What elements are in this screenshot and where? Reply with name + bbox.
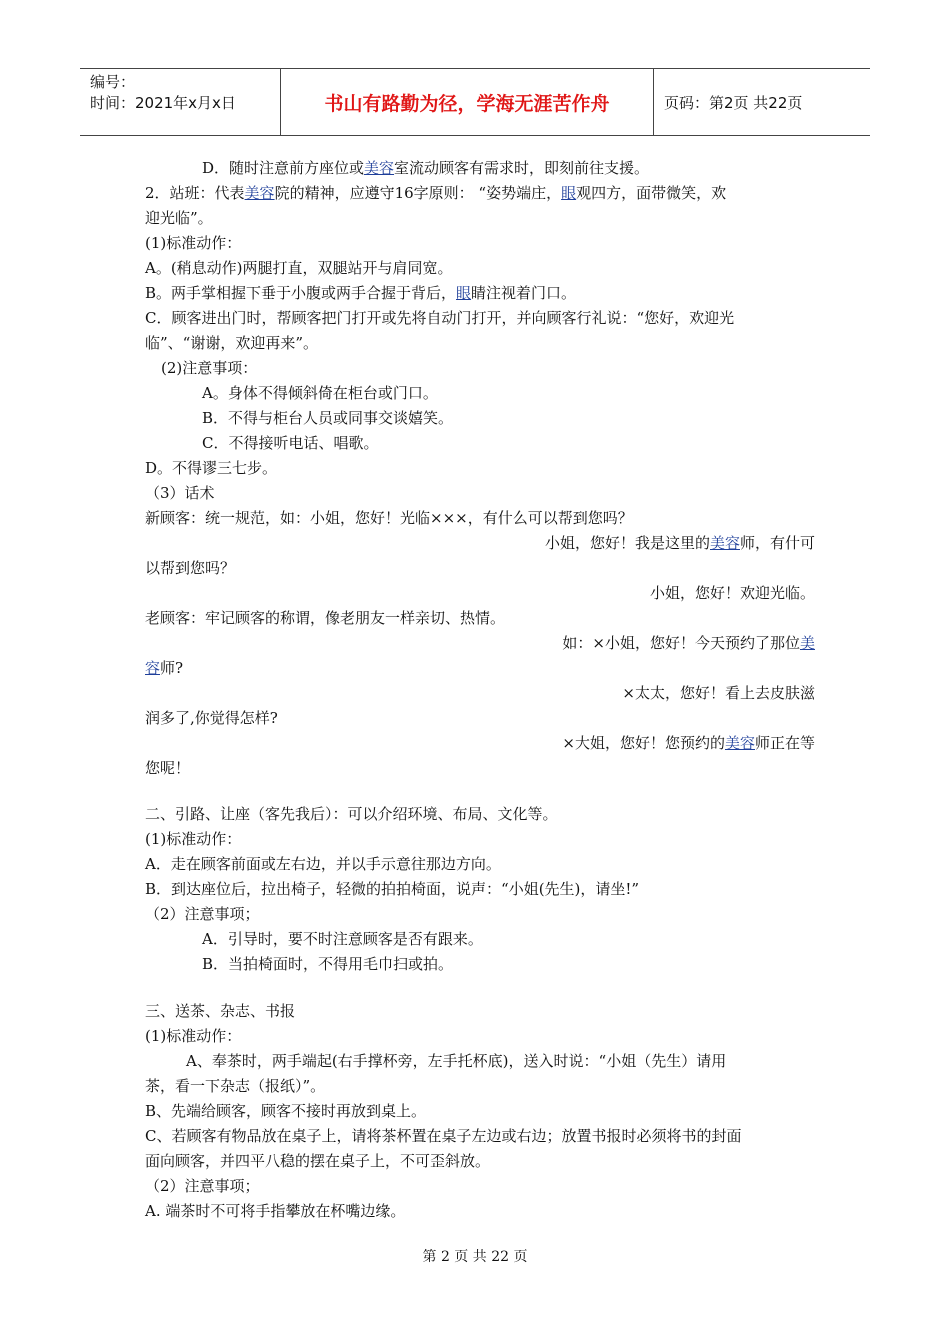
text-segment: （2）注意事项；: [145, 905, 260, 923]
hyperlink[interactable]: 美容: [709, 534, 740, 552]
text-line: [145, 558, 235, 578]
text-segment: A．走在顾客前面或左右边，并以手示意往那边方向。: [145, 855, 501, 873]
text-line: [145, 333, 318, 353]
text-line: [145, 1026, 241, 1046]
text-line: [145, 233, 241, 253]
text-line: [202, 158, 649, 178]
text-line: [145, 458, 277, 478]
text-line: [145, 508, 633, 528]
page-footer: 第 2 页 共 22 页: [422, 1249, 528, 1265]
text-line: [145, 1151, 490, 1171]
text-line: [161, 358, 257, 378]
text-segment: C．不得接听电话、唱歌。: [202, 434, 379, 452]
text-segment: (1)标准动作：: [145, 1027, 242, 1045]
text-segment: 面向顾客，并四平八稳的摆在桌子上，不可歪斜放。: [145, 1152, 491, 1170]
text-segment: ×太太，您好！看上去皮肤滋: [622, 684, 815, 702]
text-line: [202, 433, 378, 453]
text-line: [145, 483, 215, 503]
text-line: [562, 633, 815, 653]
text-segment: 临”、“谢谢，欢迎再来”。: [145, 334, 319, 352]
text-segment: 如：×小姐，您好！今天预约了那位: [562, 634, 800, 652]
text-segment: B．不得与柜台人员或同事交谈嬉笑。: [202, 409, 454, 427]
text-line: [145, 1076, 325, 1096]
number-label: 编号：: [90, 73, 136, 91]
text-line: [145, 258, 453, 278]
text-segment: 以帮到您吗？: [145, 559, 236, 577]
hyperlink[interactable]: 眼: [561, 184, 577, 202]
header-meta: [80, 69, 281, 135]
text-segment: 观四方，面带微笑，欢: [576, 184, 727, 202]
text-segment: A．引导时，要不时注意顾客是否有跟来。: [202, 930, 483, 948]
header-page-number: 页码：第2页 共22页: [664, 93, 803, 112]
text-segment: (1)标准动作：: [145, 830, 242, 848]
text-segment: 院的精神，应遵守16字原则： “姿势端庄，: [274, 184, 562, 202]
text-line: [202, 929, 483, 949]
text-segment: 睛注视着门口。: [471, 284, 577, 302]
text-line: [145, 1101, 426, 1121]
text-segment: 老顾客：牢记顾客的称谓，像老朋友一样亲切、热情。: [145, 609, 506, 627]
text-segment: 茶，看一下杂志（报纸）”。: [145, 1077, 326, 1095]
text-line: [622, 683, 815, 703]
text-line: [145, 904, 260, 924]
text-segment: A、奉茶时，两手端起(右手撑杯旁，左手托杯底)，送入时说：“小姐（先生）请用: [186, 1052, 727, 1070]
text-line: [650, 583, 815, 603]
text-segment: 室流动顾客有需求时，即刻前往支援。: [394, 159, 650, 177]
text-segment: (2)注意事项：: [161, 359, 258, 377]
text-segment: B、先端给顾客，顾客不接时再放到桌上。: [145, 1102, 427, 1120]
text-line: [202, 954, 453, 974]
text-segment: （2）注意事项；: [145, 1177, 260, 1195]
text-line: [145, 608, 505, 628]
page-header: [80, 68, 870, 136]
text-line: [145, 829, 241, 849]
text-segment: 师?: [160, 659, 184, 677]
text-segment: B．到达座位后，拉出椅子，轻微的拍拍椅面，说声：“小姐(先生)，请坐!”: [145, 880, 640, 898]
text-line: [145, 208, 213, 228]
text-segment: 师正在等: [754, 734, 815, 752]
text-segment: B．当拍椅面时，不得用毛巾扫或拍。: [202, 955, 454, 973]
text-segment: 二、引路、让座（客先我后）：可以介绍环境、布局、文化等。: [145, 805, 558, 823]
text-segment: D。不得谬三七步。: [145, 459, 278, 477]
text-line: [145, 1201, 405, 1221]
text-line: [145, 1001, 295, 1021]
text-line: [145, 758, 190, 778]
text-line: [545, 533, 815, 553]
text-line: [145, 708, 278, 728]
hyperlink[interactable]: 容: [145, 659, 161, 677]
text-line: [145, 854, 501, 874]
text-segment: 2．站班：代表: [145, 184, 245, 202]
text-segment: 三、送茶、杂志、书报: [145, 1002, 296, 1020]
hyperlink[interactable]: 美: [799, 634, 815, 652]
text-segment: A。(稍息动作)两腿打直，双腿站开与肩同宽。: [145, 259, 453, 277]
text-segment: B。两手掌相握下垂于小腹或两手合握于背后，: [145, 284, 457, 302]
text-segment: A. 端茶时不可将手指攀放在杯嘴边缘。: [145, 1202, 406, 1220]
text-line: [145, 804, 558, 824]
text-line: [145, 308, 734, 328]
text-line: [186, 1051, 726, 1071]
header-motto: 书山有路勤为径，学海无涯苦作舟: [281, 69, 654, 135]
text-segment: 您呢！: [145, 759, 191, 777]
text-line: [145, 1176, 260, 1196]
text-segment: 小姐，您好！欢迎光临。: [649, 584, 815, 602]
text-line: [145, 183, 726, 203]
hyperlink[interactable]: 美容: [244, 184, 275, 202]
hyperlink[interactable]: 美容: [364, 159, 395, 177]
text-segment: 师，有什可: [739, 534, 815, 552]
text-segment: A。身体不得倾斜倚在柜台或门口。: [202, 384, 438, 402]
text-segment: 润多了,你觉得怎样?: [145, 709, 278, 727]
text-segment: 迎光临”。: [145, 209, 213, 227]
text-segment: (1)标准动作：: [145, 234, 242, 252]
text-segment: D．随时注意前方座位或: [202, 159, 365, 177]
text-line: [145, 658, 183, 678]
text-segment: （3）话术: [145, 484, 215, 502]
text-segment: C．顾客进出门时，帮顾客把门打开或先将自动门打开，并向顾客行礼说：“您好，欢迎光: [145, 309, 735, 327]
text-segment: ×大姐，您好！您预约的: [562, 734, 725, 752]
text-line: [145, 1126, 741, 1146]
hyperlink[interactable]: 眼: [456, 284, 472, 302]
text-line: [145, 283, 576, 303]
text-line: [562, 733, 815, 753]
text-segment: C、若顾客有物品放在桌子上，请将茶杯置在桌子左边或右边；放置书报时必须将书的封面: [145, 1127, 742, 1145]
hyperlink[interactable]: 美容: [724, 734, 755, 752]
text-segment: 新顾客：统一规范，如：小姐，您好！光临×××，有什么可以帮到您吗？: [145, 509, 633, 527]
date-label: 时间：2021年x月x日: [90, 94, 236, 112]
text-line: [145, 879, 639, 899]
text-line: [202, 408, 453, 428]
text-line: [202, 383, 438, 403]
text-segment: 小姐，您好！我是这里的: [544, 534, 710, 552]
